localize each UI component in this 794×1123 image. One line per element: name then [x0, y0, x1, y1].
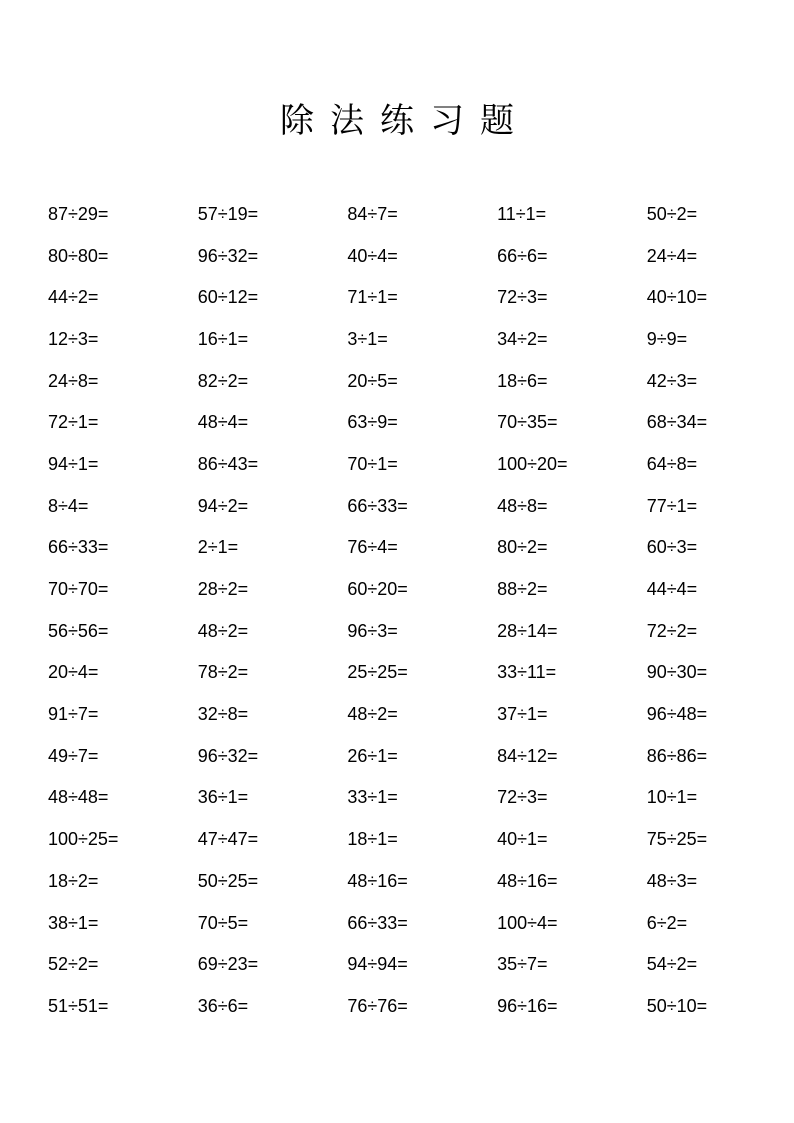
division-problem: 91÷7=	[48, 704, 99, 725]
division-problem: 44÷2=	[48, 287, 99, 308]
division-problem: 57÷19=	[197, 203, 259, 224]
problem-row	[48, 652, 794, 694]
division-problem: 6÷2=	[646, 912, 688, 933]
division-problem: 96÷3=	[347, 620, 398, 641]
division-problem: 84÷12=	[497, 745, 558, 766]
division-problem: 66÷33=	[347, 912, 408, 933]
division-problem: 69÷23=	[197, 954, 259, 975]
division-problem: 33÷1=	[347, 787, 398, 808]
problem-row	[48, 818, 794, 860]
division-problem: 66÷6=	[497, 245, 548, 266]
division-problem: 66÷33=	[48, 537, 109, 558]
division-problem: 80÷80=	[48, 245, 109, 266]
division-problem: 24÷8=	[48, 370, 99, 391]
division-problem: 86÷43=	[197, 453, 259, 474]
division-problem: 100÷4=	[497, 912, 558, 933]
division-problem: 48÷48=	[48, 787, 109, 808]
division-problem: 33÷11=	[497, 662, 557, 683]
division-problem: 32÷8=	[197, 704, 249, 725]
division-problem: 60÷3=	[646, 537, 698, 558]
problem-row	[48, 902, 794, 944]
division-problem: 96÷32=	[197, 245, 259, 266]
division-problem: 35÷7=	[497, 954, 548, 975]
division-problem: 25÷25=	[347, 662, 408, 683]
division-problem: 18÷2=	[48, 870, 99, 891]
division-problem: 50÷2=	[646, 203, 698, 224]
problem-row	[48, 193, 794, 235]
division-problem: 40÷4=	[347, 245, 398, 266]
division-problem: 20÷4=	[48, 662, 99, 683]
problem-row	[48, 318, 794, 360]
division-problem: 48÷16=	[347, 870, 408, 891]
division-problem: 94÷94=	[347, 954, 408, 975]
division-problem: 68÷34=	[646, 412, 708, 433]
division-problem: 48÷8=	[497, 495, 548, 516]
division-problem: 40÷1=	[497, 829, 548, 850]
division-problem: 50÷25=	[197, 870, 259, 891]
division-problem: 52÷2=	[48, 954, 99, 975]
division-problem: 38÷1=	[48, 912, 99, 933]
division-problem: 87÷29=	[48, 203, 109, 224]
problem-row	[48, 943, 794, 985]
division-problem: 9÷9=	[646, 328, 688, 349]
problem-row	[48, 985, 794, 1027]
division-problem: 96÷48=	[646, 704, 708, 725]
division-problem: 94÷2=	[197, 495, 249, 516]
division-problem: 72÷3=	[497, 287, 548, 308]
division-problem: 28÷14=	[497, 620, 558, 641]
division-problem: 63÷9=	[347, 412, 398, 433]
problem-row	[48, 610, 794, 652]
problem-row	[48, 401, 794, 443]
division-problem: 28÷2=	[197, 579, 249, 600]
division-problem: 60÷12=	[197, 287, 259, 308]
division-problem: 48÷3=	[646, 870, 698, 891]
division-problem: 96÷32=	[197, 745, 259, 766]
division-problem: 2÷1=	[197, 537, 239, 558]
division-problem: 12÷3=	[48, 328, 99, 349]
problem-row	[48, 443, 794, 485]
division-problem: 18÷6=	[497, 370, 548, 391]
division-problem: 36÷1=	[197, 787, 249, 808]
division-problem: 48÷2=	[197, 620, 249, 641]
division-problem: 8÷4=	[48, 495, 89, 516]
division-problem: 42÷3=	[646, 370, 698, 391]
division-problem: 48÷4=	[197, 412, 249, 433]
problem-row	[48, 777, 794, 819]
division-problem: 94÷1=	[48, 453, 99, 474]
division-problem: 37÷1=	[497, 704, 548, 725]
problem-row	[48, 568, 794, 610]
division-problem: 36÷6=	[197, 995, 249, 1016]
division-problem: 44÷4=	[646, 579, 698, 600]
division-problem: 51÷51=	[48, 995, 109, 1016]
division-problem: 75÷25=	[646, 829, 708, 850]
division-problem: 3÷1=	[347, 328, 388, 349]
problem-row	[48, 485, 794, 527]
division-problem: 71÷1=	[347, 287, 398, 308]
problem-row	[48, 693, 794, 735]
division-problem: 76÷4=	[347, 537, 398, 558]
division-problem: 72÷3=	[497, 787, 548, 808]
division-problem: 100÷25=	[48, 829, 119, 850]
division-problem: 50÷10=	[646, 995, 708, 1016]
problem-row	[48, 860, 794, 902]
division-problem: 96÷16=	[497, 995, 558, 1016]
division-problem: 78÷2=	[197, 662, 249, 683]
division-problem: 88÷2=	[497, 579, 548, 600]
division-problem: 11÷1=	[497, 203, 547, 224]
division-problem: 90÷30=	[646, 662, 708, 683]
division-problem: 84÷7=	[347, 203, 398, 224]
division-problem: 72÷1=	[48, 412, 99, 433]
division-problem: 18÷1=	[347, 829, 398, 850]
division-problem: 10÷1=	[646, 787, 698, 808]
division-problem: 82÷2=	[197, 370, 249, 391]
division-problem: 47÷47=	[197, 829, 259, 850]
division-problem: 48÷2=	[347, 704, 398, 725]
division-problem: 20÷5=	[347, 370, 398, 391]
page-title: 除法练习题	[280, 101, 530, 141]
problem-row	[48, 527, 794, 569]
division-problem: 26÷1=	[347, 745, 398, 766]
division-problem: 56÷56=	[48, 620, 109, 641]
division-problem: 34÷2=	[497, 328, 548, 349]
division-problem: 86÷86=	[646, 745, 708, 766]
problem-row	[48, 235, 794, 277]
problem-row	[48, 735, 794, 777]
problem-grid	[48, 193, 794, 1027]
division-problem: 49÷7=	[48, 745, 99, 766]
division-problem: 100÷20=	[497, 453, 568, 474]
division-problem: 40÷10=	[646, 287, 708, 308]
division-problem: 54÷2=	[646, 954, 698, 975]
division-problem: 80÷2=	[497, 537, 548, 558]
division-problem: 72÷2=	[646, 620, 698, 641]
division-problem: 64÷8=	[646, 453, 698, 474]
division-problem: 77÷1=	[646, 495, 698, 516]
division-problem: 48÷16=	[497, 870, 558, 891]
division-problem: 70÷5=	[197, 912, 249, 933]
division-problem: 24÷4=	[646, 245, 698, 266]
division-problem: 70÷70=	[48, 579, 109, 600]
division-problem: 70÷1=	[347, 453, 398, 474]
division-problem: 76÷76=	[347, 995, 408, 1016]
problem-row	[48, 276, 794, 318]
problem-row	[48, 360, 794, 402]
division-problem: 16÷1=	[197, 328, 249, 349]
division-problem: 70÷35=	[497, 412, 558, 433]
division-problem: 66÷33=	[347, 495, 408, 516]
division-problem: 60÷20=	[347, 579, 408, 600]
